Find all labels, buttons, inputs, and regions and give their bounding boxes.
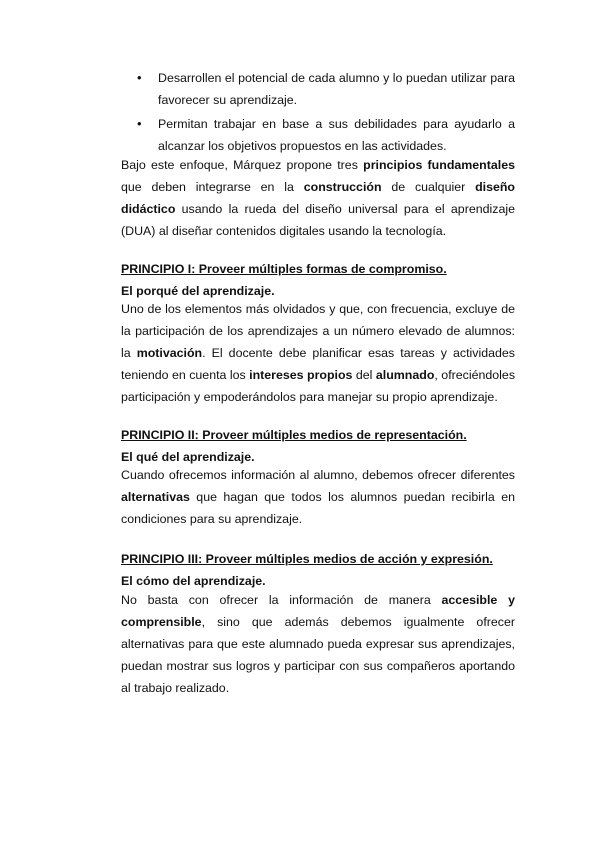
text-run: Bajo este enfoque, Márquez propone tres (121, 158, 364, 172)
principle-2-heading: PRINCIPIO II: Proveer múltiples medios de representación. (121, 428, 467, 442)
bullet-item: • Desarrollen el potencial de cada alumno y lo puedan utilizar para favorecer su aprendizaje. (121, 67, 515, 111)
text-run: usando la rueda del diseño universal para el aprendizaje (DUA) al diseñar contenidos digitales usando la tecnología. (121, 202, 515, 238)
principle-3-subheading: El cómo del aprendizaje. (121, 574, 266, 588)
text-run: , sino que además debemos igualmente ofrecer alternativas para que este alumnado pueda expresar sus aprendizajes, puedan mostrar sus logros y participar con sus compañeros aportando al trabajo realizado. (121, 615, 515, 695)
bullet-list (121, 67, 515, 159)
bold-run: alumnado (375, 368, 435, 382)
bold-run: motivación (136, 346, 203, 360)
principle-2-subheading: El qué del aprendizaje. (121, 450, 255, 464)
bold-run: principios fundamentales (363, 158, 515, 172)
text-run: que deben integrarse en la (121, 180, 304, 194)
bold-run: intereses propios (249, 368, 353, 382)
principle-3-paragraph (121, 589, 515, 699)
principle-1-paragraph (121, 298, 515, 408)
text-run: Uno de los elementos más olvidados y que, con frecuencia, excluye de la participación de los aprendizajes a un número elevado de alumnos: la (121, 302, 515, 360)
text-run: de cualquier (381, 180, 476, 194)
principle-3-heading: PRINCIPIO III: Proveer múltiples medios de acción y expresión. (121, 552, 493, 566)
principle-1-heading: PRINCIPIO I: Proveer múltiples formas de compromiso. (121, 262, 447, 276)
bullet-item: • Permitan trabajar en base a sus debilidades para ayudarlo a alcanzar los objetivos propuestos en las actividades. (121, 113, 515, 157)
bold-run: alternativas (121, 490, 190, 504)
text-run: que hagan que todos los alumnos puedan recibirla en condiciones para su aprendizaje. (121, 490, 515, 526)
text-run: del (352, 368, 376, 382)
bold-run: diseño didáctico (121, 180, 515, 216)
principle-1-subheading: El porqué del aprendizaje. (121, 284, 275, 298)
bold-run: construcción (303, 180, 382, 194)
text-run: , ofreciéndoles participación y empoderándolos para manejar su propio aprendizaje. (121, 368, 516, 404)
intro-paragraph (121, 154, 515, 242)
principle-2-paragraph (121, 464, 515, 530)
bold-run: accesible y comprensible (121, 593, 515, 629)
text-run: . El docente debe planificar esas tareas y actividades teniendo en cuenta los (121, 346, 515, 382)
text-run: No basta con ofrecer la información de manera (121, 593, 442, 607)
text-run: Cuando ofrecemos información al alumno, debemos ofrecer diferentes (121, 468, 515, 482)
